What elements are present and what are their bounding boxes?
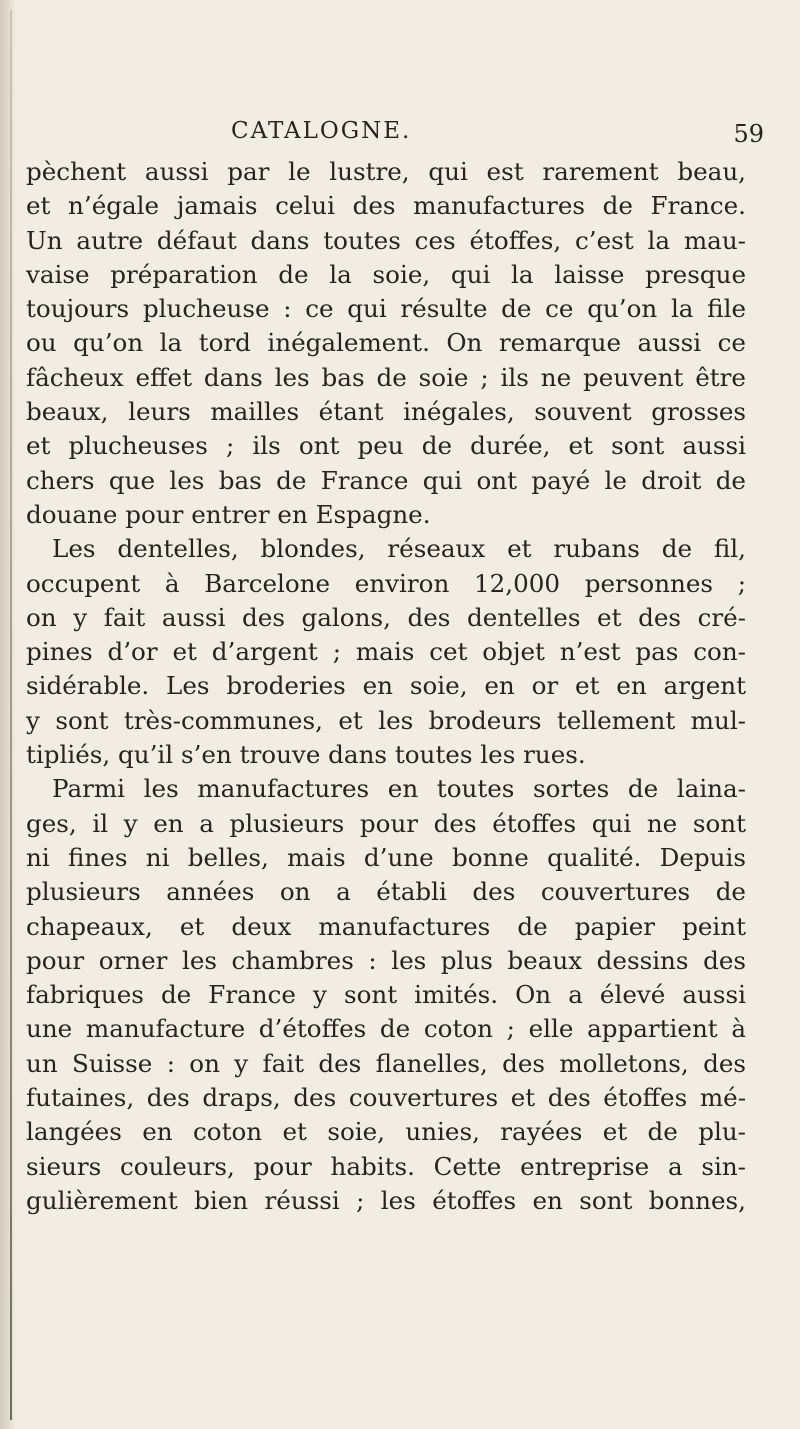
binding-gutter-edge	[10, 10, 12, 1420]
paragraph-first-line: Les dentelles, blondes, réseaux et rubans de fil,	[52, 534, 746, 564]
text-line: et n’égale jamais celui des manufactures de France.	[26, 191, 746, 221]
text-line: plusieurs années on a établi des couvertures de	[26, 877, 746, 907]
text-line: ou qu’on la tord inégalement. On remarque aussi ce	[26, 328, 746, 358]
text-line: Un autre défaut dans toutes ces étoffes, c’est la mau-	[26, 225, 746, 255]
text-line: beaux, leurs mailles étant inégales, souvent grosses	[26, 397, 746, 427]
body-text	[26, 155, 746, 1218]
text-line: on y fait aussi des galons, des dentelles et des cré-	[26, 602, 746, 632]
text-line: une manufacture d’étoffes de coton ; elle appartient à	[26, 1014, 746, 1044]
text-line: pèchent aussi par le lustre, qui est rarement beau,	[26, 157, 746, 186]
text-line: sidérable. Les broderies en soie, en or et en argent	[26, 671, 746, 701]
text-line: tipliés, qu’il s’en trouve dans toutes les rues.	[26, 740, 586, 770]
running-head-title: CATALOGNE.	[231, 118, 412, 144]
text-line: et plucheuses ; ils ont peu de durée, et sont aussi	[26, 431, 746, 461]
text-line: chapeaux, et deux manufactures de papier peint	[26, 911, 746, 941]
text-line: toujours plucheuse : ce qui résulte de ce qu’on la file	[26, 294, 746, 324]
text-line: vaise préparation de la soie, qui la laisse presque	[26, 259, 746, 289]
binding-gutter-shadow	[0, 0, 16, 1429]
text-line: gulièrement bien réussi ; les étoffes en sont bonnes,	[26, 1185, 746, 1215]
text-line: langées en coton et soie, unies, rayées et de plu-	[26, 1117, 746, 1147]
text-line: ni fines ni belles, mais d’une bonne qualité. Depuis	[26, 842, 746, 872]
text-line: occupent à Barcelone environ 12,000 personnes ;	[26, 568, 746, 598]
paragraph-first-line: Parmi les manufactures en toutes sortes de laina-	[52, 774, 746, 804]
text-line: pour orner les chambres : les plus beaux dessins des	[26, 945, 746, 975]
text-line: sieurs couleurs, pour habits. Cette entreprise a sin-	[26, 1151, 746, 1181]
page-number: 59	[733, 120, 764, 148]
text-line: fabriques de France y sont imités. On a élevé aussi	[26, 980, 746, 1010]
text-line: ges, il y en a plusieurs pour des étoffes qui ne sont	[26, 808, 746, 838]
text-line: douane pour entrer en Espagne.	[26, 499, 431, 529]
text-line: pines d’or et d’argent ; mais cet objet n’est pas con-	[26, 637, 746, 667]
running-head	[60, 118, 780, 158]
text-line: chers que les bas de France qui ont payé le droit de	[26, 465, 746, 495]
text-line: un Suisse : on y fait des flanelles, des molletons, des	[26, 1048, 746, 1078]
text-line: y sont très-communes, et les brodeurs tellement mul-	[26, 705, 746, 735]
text-line: fâcheux effet dans les bas de soie ; ils ne peuvent être	[26, 362, 746, 392]
text-line: futaines, des draps, des couvertures et des étoffes mé-	[26, 1083, 746, 1113]
